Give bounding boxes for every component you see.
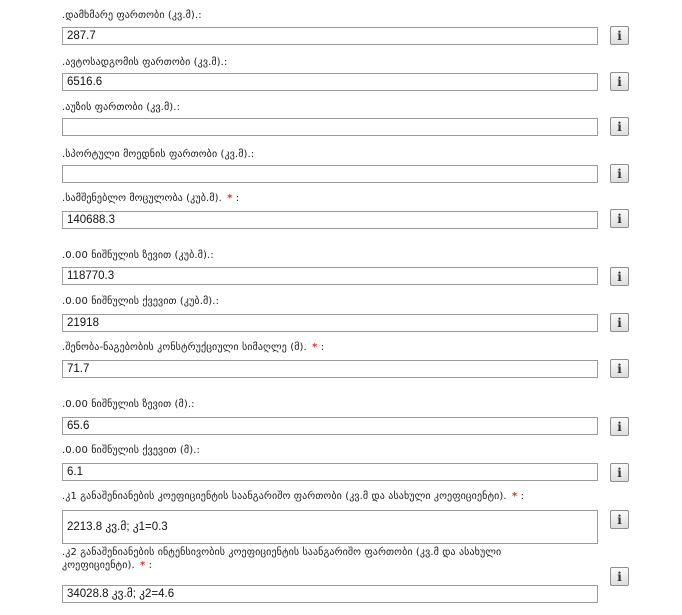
- parking-area-input[interactable]: 6516.6: [62, 73, 598, 91]
- info-icon[interactable]: i: [610, 510, 629, 529]
- field-label: .0.00 ნიშნულის ზევით (კუბ.მ).:: [62, 250, 214, 261]
- info-icon[interactable]: i: [610, 267, 629, 286]
- structural-height-input[interactable]: 71.7: [62, 360, 598, 378]
- field-label: [62, 192, 239, 205]
- field-label-text: .კ1 განაშენიანების კოეფიციენტის საანგარიშო ფართობი (კვ.მ და ასახული კოეფიციენტი).: [62, 491, 507, 502]
- field-label-colon: :: [520, 491, 525, 502]
- field-label: [62, 490, 524, 503]
- info-icon[interactable]: i: [610, 359, 629, 378]
- field-label: .აუზის ფართობი (კვ.მ).:: [62, 102, 181, 113]
- info-icon[interactable]: i: [610, 313, 629, 332]
- field-label-text: .სამშენებლო მოცულობა (კუბ.მ).: [62, 193, 222, 204]
- required-marker: *: [312, 342, 318, 353]
- k2-coefficient-input[interactable]: 34028.8 კვ.მ; კ2=4.6: [62, 585, 598, 603]
- auxiliary-area-input[interactable]: 287.7: [62, 27, 598, 45]
- sports-ground-area-input[interactable]: [62, 165, 598, 183]
- field-label: .ავტოსადგომის ფართობი (კვ.მ).:: [62, 57, 228, 68]
- field-label-text: .შენობა-ნაგებობის კონსტრუქციული სიმაღლე (მ).: [62, 342, 307, 353]
- field-label: .0.00 ნიშნულის ქვევით (კუბ.მ).:: [62, 296, 220, 307]
- volume-above-zero-input[interactable]: 118770.3: [62, 267, 598, 285]
- field-label: [62, 546, 552, 572]
- volume-below-zero-input[interactable]: 21918: [62, 314, 598, 332]
- field-label-colon: :: [320, 342, 325, 353]
- info-icon[interactable]: i: [610, 463, 629, 482]
- field-label: .სპორტული მოედნის ფართობი (კვ.მ).:: [62, 149, 255, 160]
- field-label: .დამხმარე ფართობი (კვ.მ).:: [62, 10, 202, 21]
- info-icon[interactable]: i: [610, 117, 629, 136]
- info-icon[interactable]: i: [610, 417, 629, 436]
- field-label: [62, 341, 324, 354]
- building-volume-input[interactable]: 140688.3: [62, 211, 598, 229]
- info-icon[interactable]: i: [610, 209, 629, 228]
- required-marker: *: [140, 560, 146, 571]
- field-label-text: .კ2 განაშენიანების ინტენსივობის კოეფიციენტის საანგარიშო ფართობი (კვ.მ და ასახული კოეფიციენტი).: [62, 547, 502, 571]
- field-label-colon: :: [235, 193, 240, 204]
- info-icon[interactable]: i: [610, 164, 629, 183]
- height-below-zero-input[interactable]: 6.1: [62, 463, 598, 481]
- height-above-zero-input[interactable]: 65.6: [62, 417, 598, 435]
- info-icon[interactable]: i: [610, 26, 629, 45]
- required-marker: *: [227, 193, 233, 204]
- info-icon[interactable]: i: [610, 72, 629, 91]
- pool-area-input[interactable]: [62, 118, 598, 136]
- field-label: .0.00 ნიშნულის ზევით (მ).:: [62, 399, 195, 410]
- required-marker: *: [511, 491, 518, 502]
- info-icon[interactable]: i: [610, 567, 629, 586]
- k1-coefficient-input[interactable]: 2213.8 კვ.მ; კ1=0.3: [62, 510, 598, 544]
- field-label: .0.00 ნიშნულის ქვევით (მ).:: [62, 445, 200, 456]
- field-label-colon: :: [148, 560, 153, 571]
